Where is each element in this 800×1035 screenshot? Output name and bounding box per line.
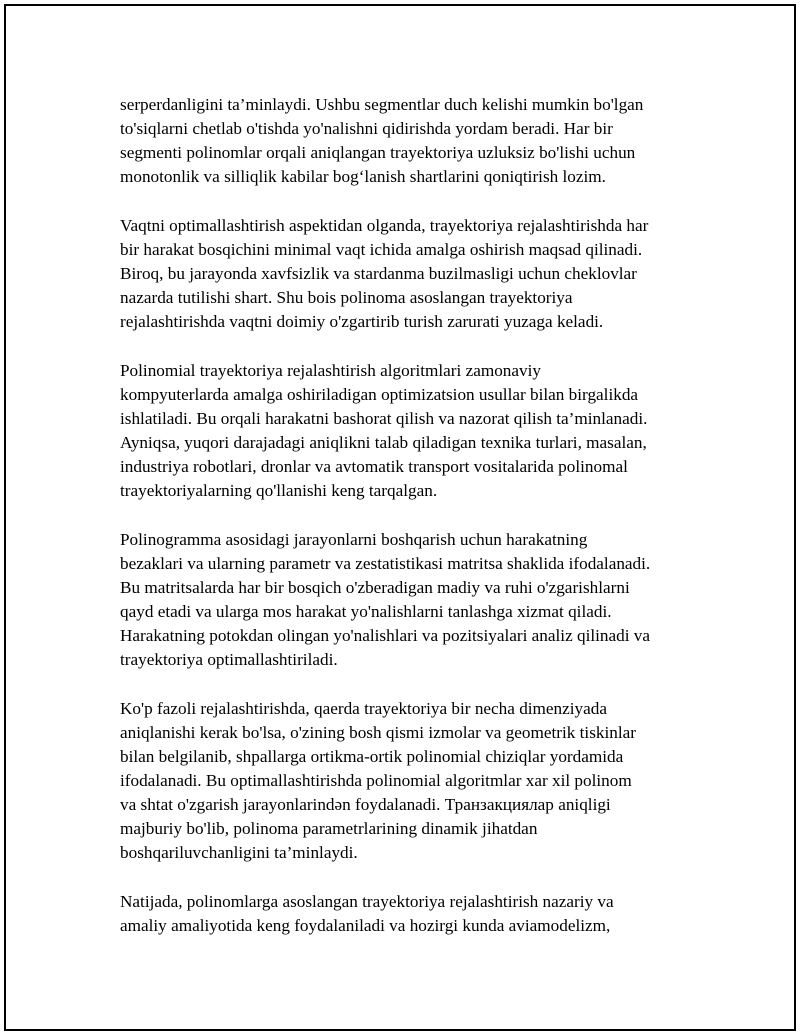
text-line: to'siqlarni chetlab o'tishda yo'nalishni qidirishda yordam beradi. Har bir — [120, 119, 613, 138]
text-line: segmenti polinomlar orqali aniqlangan trayektoriya uzluksiz bo'lishi uchun — [120, 143, 636, 162]
text-line: boshqariluvchanligini ta’minlaydi. — [120, 843, 358, 862]
text-line: Ko'p fazoli rejalashtirishda, qaerda trayektoriya bir necha dimenziyada — [120, 699, 607, 718]
paragraph — [120, 697, 720, 865]
text-line: Polinomial trayektoriya rejalashtirish algoritmlari zamonaviy — [120, 361, 541, 380]
text-line: trayektoriya optimallashtiriladi. — [120, 650, 338, 669]
text-line: amaliy amaliyotida keng foydalaniladi va hozirgi kunda aviamodelizm, — [120, 916, 611, 935]
text-line: va shtat o'zgarish jarayonlarindən foydalanadi. Транзакциялар aniqligi — [120, 795, 611, 814]
text-line: majburiy bo'lib, polinoma parametrlarining dinamik jihatdan — [120, 819, 538, 838]
text-line: ishlatiladi. Bu orqali harakatni bashorat qilish va nazorat qilish ta’minlanadi. — [120, 409, 648, 428]
text-line: ifodalanadi. Bu optimallashtirishda polinomial algoritmlar xar xil polinom — [120, 771, 632, 790]
paragraph — [120, 890, 720, 938]
text-line: qayd etadi va ularga mos harakat yo'nalishlarni tanlashga xizmat qiladi. — [120, 602, 612, 621]
text-line: Vaqtni optimallashtirish aspektidan olganda, trayektoriya rejalashtirishda har — [120, 216, 649, 235]
text-line: Natijada, polinomlarga asoslangan trayektoriya rejalashtirish nazariy va — [120, 892, 614, 911]
paragraph — [120, 214, 720, 334]
text-line: nazarda tutilishi shart. Shu bois polinoma asoslangan trayektoriya — [120, 288, 573, 307]
text-line: Bu matritsalarda har bir bosqich o'zberadigan madiy va ruhi o'zgarishlarni — [120, 578, 630, 597]
page-frame — [4, 4, 796, 1031]
text-line: bilan belgilanib, shpallarga ortikma-ortik polinomial chiziqlar yordamida — [120, 747, 624, 766]
paragraph — [120, 359, 720, 503]
text-line: bir harakat bosqichini minimal vaqt ichida amalga oshirish maqsad qilinadi. — [120, 240, 643, 259]
text-line: monotonlik va silliqlik kabilar bog‘lanish shartlarini qoniqtirish lozim. — [120, 167, 606, 186]
text-line: kompyuterlarda amalga oshiriladigan optimizatsion usullar bilan birgalikda — [120, 385, 639, 404]
text-line: Polinogramma asosidagi jarayonlarni boshqarish uchun harakatning — [120, 530, 588, 549]
document-body — [120, 93, 720, 963]
text-line: serperdanligini ta’minlaydi. Ushbu segmentlar duch kelishi mumkin bo'lgan — [120, 95, 644, 114]
text-line: industriya robotlari, dronlar va avtomatik transport vositalarida polinomal — [120, 457, 628, 476]
paragraph — [120, 93, 720, 189]
text-line: aniqlanishi kerak bo'lsa, o'zining bosh qismi izmolar va geometrik tiskinlar — [120, 723, 636, 742]
text-line: Biroq, bu jarayonda xavfsizlik va stardanma buzilmasligi uchun cheklovlar — [120, 264, 637, 283]
text-line: Harakatning potokdan olingan yo'nalishlari va pozitsiyalari analiz qilinadi va — [120, 626, 651, 645]
text-line: trayektoriyalarning qo'llanishi keng tarqalgan. — [120, 481, 438, 500]
text-line: bezaklari va ularning parametr va zestatistikasi matritsa shaklida ifodalanadi. — [120, 554, 651, 573]
text-line: rejalashtirishda vaqtni doimiy o'zgartirib turish zarurati yuzaga keladi. — [120, 312, 604, 331]
text-line: Ayniqsa, yuqori darajadagi aniqlikni talab qiladigan texnika turlari, masalan, — [120, 433, 647, 452]
paragraph — [120, 528, 720, 672]
